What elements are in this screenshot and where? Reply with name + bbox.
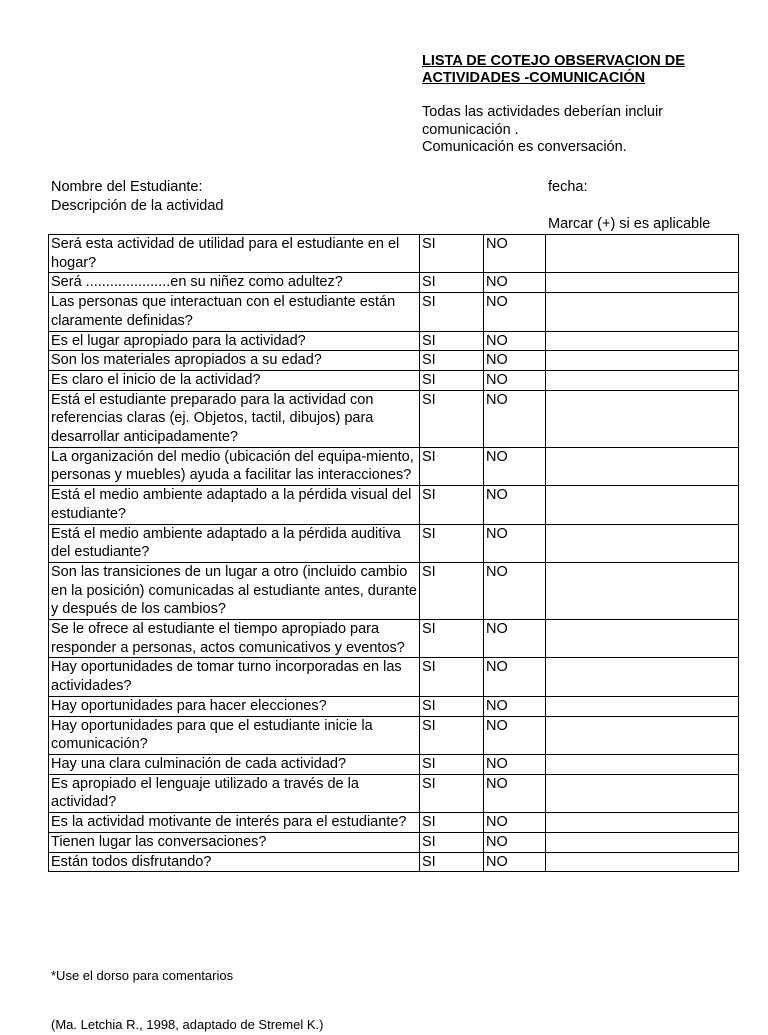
mark-cell[interactable] <box>546 524 739 562</box>
intro-text <box>422 104 742 157</box>
no-cell[interactable]: NO <box>484 754 546 774</box>
yes-cell[interactable]: SI <box>420 370 484 390</box>
mark-cell[interactable] <box>546 370 739 390</box>
mark-cell[interactable] <box>546 235 739 273</box>
yes-cell[interactable]: SI <box>420 235 484 273</box>
intro-line-3: Comunicación es conversación. <box>422 139 627 155</box>
question-cell: Está el medio ambiente adaptado a la pérdida auditiva del estudiante? <box>49 524 420 562</box>
question-cell: Hay oportunidades de tomar turno incorporadas en las actividades? <box>49 658 420 696</box>
question-cell: Hay oportunidades para que el estudiante inicie la comunicación? <box>49 716 420 754</box>
mark-cell[interactable] <box>546 620 739 658</box>
no-cell[interactable]: NO <box>484 716 546 754</box>
mark-instruction: Marcar (+) si es aplicable <box>548 216 711 232</box>
table-row <box>49 696 739 716</box>
no-cell[interactable]: NO <box>484 273 546 293</box>
no-cell[interactable]: NO <box>484 486 546 524</box>
question-cell: Son los materiales apropiados a su edad? <box>49 351 420 371</box>
intro-line-2: comunicación . <box>422 121 519 138</box>
yes-cell[interactable]: SI <box>420 486 484 524</box>
no-cell[interactable]: NO <box>484 620 546 658</box>
yes-cell[interactable]: SI <box>420 273 484 293</box>
footnote: *Use el dorso para comentarios <box>51 968 234 983</box>
mark-cell[interactable] <box>546 273 739 293</box>
yes-cell[interactable]: SI <box>420 351 484 371</box>
mark-cell[interactable] <box>546 813 739 833</box>
yes-cell[interactable]: SI <box>420 716 484 754</box>
table-row <box>49 390 739 447</box>
mark-cell[interactable] <box>546 696 739 716</box>
no-cell[interactable]: NO <box>484 331 546 351</box>
no-cell[interactable]: NO <box>484 351 546 371</box>
yes-cell[interactable]: SI <box>420 813 484 833</box>
no-cell[interactable]: NO <box>484 293 546 331</box>
citation: (Ma. Letchia R., 1998, adaptado de Stremel K.) <box>51 1017 324 1032</box>
question-cell: Es apropiado el lenguaje utilizado a través de la actividad? <box>49 774 420 812</box>
question-cell: La organización del medio (ubicación del equipa-miento, personas y muebles) ayuda a facilitar las interacciones? <box>49 447 420 485</box>
table-row <box>49 774 739 812</box>
table-row <box>49 562 739 619</box>
mark-cell[interactable] <box>546 390 739 447</box>
mark-cell[interactable] <box>546 351 739 371</box>
question-cell: Es el lugar apropiado para la actividad? <box>49 331 420 351</box>
yes-cell[interactable]: SI <box>420 852 484 872</box>
question-cell: Hay una clara culminación de cada actividad? <box>49 754 420 774</box>
mark-cell[interactable] <box>546 774 739 812</box>
table-row <box>49 293 739 331</box>
no-cell[interactable]: NO <box>484 562 546 619</box>
table-row <box>49 370 739 390</box>
no-cell[interactable]: NO <box>484 370 546 390</box>
mark-cell[interactable] <box>546 716 739 754</box>
title-line-1: LISTA DE COTEJO OBSERVACION DE <box>422 53 685 69</box>
checklist-body <box>49 235 739 872</box>
date-label: fecha: <box>548 179 588 195</box>
question-cell: Se le ofrece al estudiante el tiempo apropiado para responder a personas, actos comunicativos y eventos? <box>49 620 420 658</box>
yes-cell[interactable]: SI <box>420 524 484 562</box>
table-row <box>49 447 739 485</box>
question-cell: Será esta actividad de utilidad para el estudiante en el hogar? <box>49 235 420 273</box>
question-cell: Está el medio ambiente adaptado a la pérdida visual del estudiante? <box>49 486 420 524</box>
table-row <box>49 331 739 351</box>
mark-cell[interactable] <box>546 331 739 351</box>
question-cell: Es la actividad motivante de interés para el estudiante? <box>49 813 420 833</box>
mark-cell[interactable] <box>546 562 739 619</box>
no-cell[interactable]: NO <box>484 852 546 872</box>
no-cell[interactable]: NO <box>484 658 546 696</box>
table-row <box>49 351 739 371</box>
table-row <box>49 235 739 273</box>
question-cell: Hay oportunidades para hacer elecciones? <box>49 696 420 716</box>
question-cell: Será .....................en su niñez como adultez? <box>49 273 420 293</box>
checklist-table <box>48 234 739 872</box>
table-row <box>49 832 739 852</box>
intro-line-1: Todas las actividades deberían incluir <box>422 104 663 120</box>
no-cell[interactable]: NO <box>484 774 546 812</box>
yes-cell[interactable]: SI <box>420 832 484 852</box>
no-cell[interactable]: NO <box>484 390 546 447</box>
table-row <box>49 754 739 774</box>
table-row <box>49 716 739 754</box>
table-row <box>49 813 739 833</box>
question-cell: Tienen lugar las conversaciones? <box>49 832 420 852</box>
no-cell[interactable]: NO <box>484 235 546 273</box>
table-row <box>49 486 739 524</box>
no-cell[interactable]: NO <box>484 696 546 716</box>
question-cell: Las personas que interactuan con el estudiante están claramente definidas? <box>49 293 420 331</box>
yes-cell[interactable]: SI <box>420 774 484 812</box>
mark-cell[interactable] <box>546 486 739 524</box>
yes-cell[interactable]: SI <box>420 754 484 774</box>
mark-cell[interactable] <box>546 293 739 331</box>
question-cell: Es claro el inicio de la actividad? <box>49 370 420 390</box>
activity-description-label: Descripción de la actividad <box>51 198 224 214</box>
question-cell: Está el estudiante preparado para la actividad con referencias claras (ej. Objetos, tactil, dibujos) para desarrollar anticipadamente? <box>49 390 420 447</box>
table-row <box>49 273 739 293</box>
yes-cell[interactable]: SI <box>420 390 484 447</box>
no-cell[interactable]: NO <box>484 447 546 485</box>
yes-cell[interactable]: SI <box>420 562 484 619</box>
student-name-label: Nombre del Estudiante: <box>51 179 203 195</box>
mark-cell[interactable] <box>546 447 739 485</box>
title-line-2: ACTIVIDADES -COMUNICACIÓN <box>422 70 646 86</box>
table-row <box>49 658 739 696</box>
yes-cell[interactable]: SI <box>420 658 484 696</box>
document-title <box>422 53 742 87</box>
yes-cell[interactable]: SI <box>420 447 484 485</box>
question-cell: Son las transiciones de un lugar a otro (incluido cambio en la posición) comunicadas al estudiante antes, durante y después de los cambios? <box>49 562 420 619</box>
no-cell[interactable]: NO <box>484 832 546 852</box>
yes-cell[interactable]: SI <box>420 620 484 658</box>
table-row <box>49 620 739 658</box>
yes-cell[interactable]: SI <box>420 331 484 351</box>
mark-cell[interactable] <box>546 658 739 696</box>
no-cell[interactable]: NO <box>484 813 546 833</box>
yes-cell[interactable]: SI <box>420 293 484 331</box>
question-cell: Están todos disfrutando? <box>49 852 420 872</box>
mark-cell[interactable] <box>546 852 739 872</box>
table-row <box>49 852 739 872</box>
table-row <box>49 524 739 562</box>
yes-cell[interactable]: SI <box>420 696 484 716</box>
no-cell[interactable]: NO <box>484 524 546 562</box>
mark-cell[interactable] <box>546 754 739 774</box>
mark-cell[interactable] <box>546 832 739 852</box>
